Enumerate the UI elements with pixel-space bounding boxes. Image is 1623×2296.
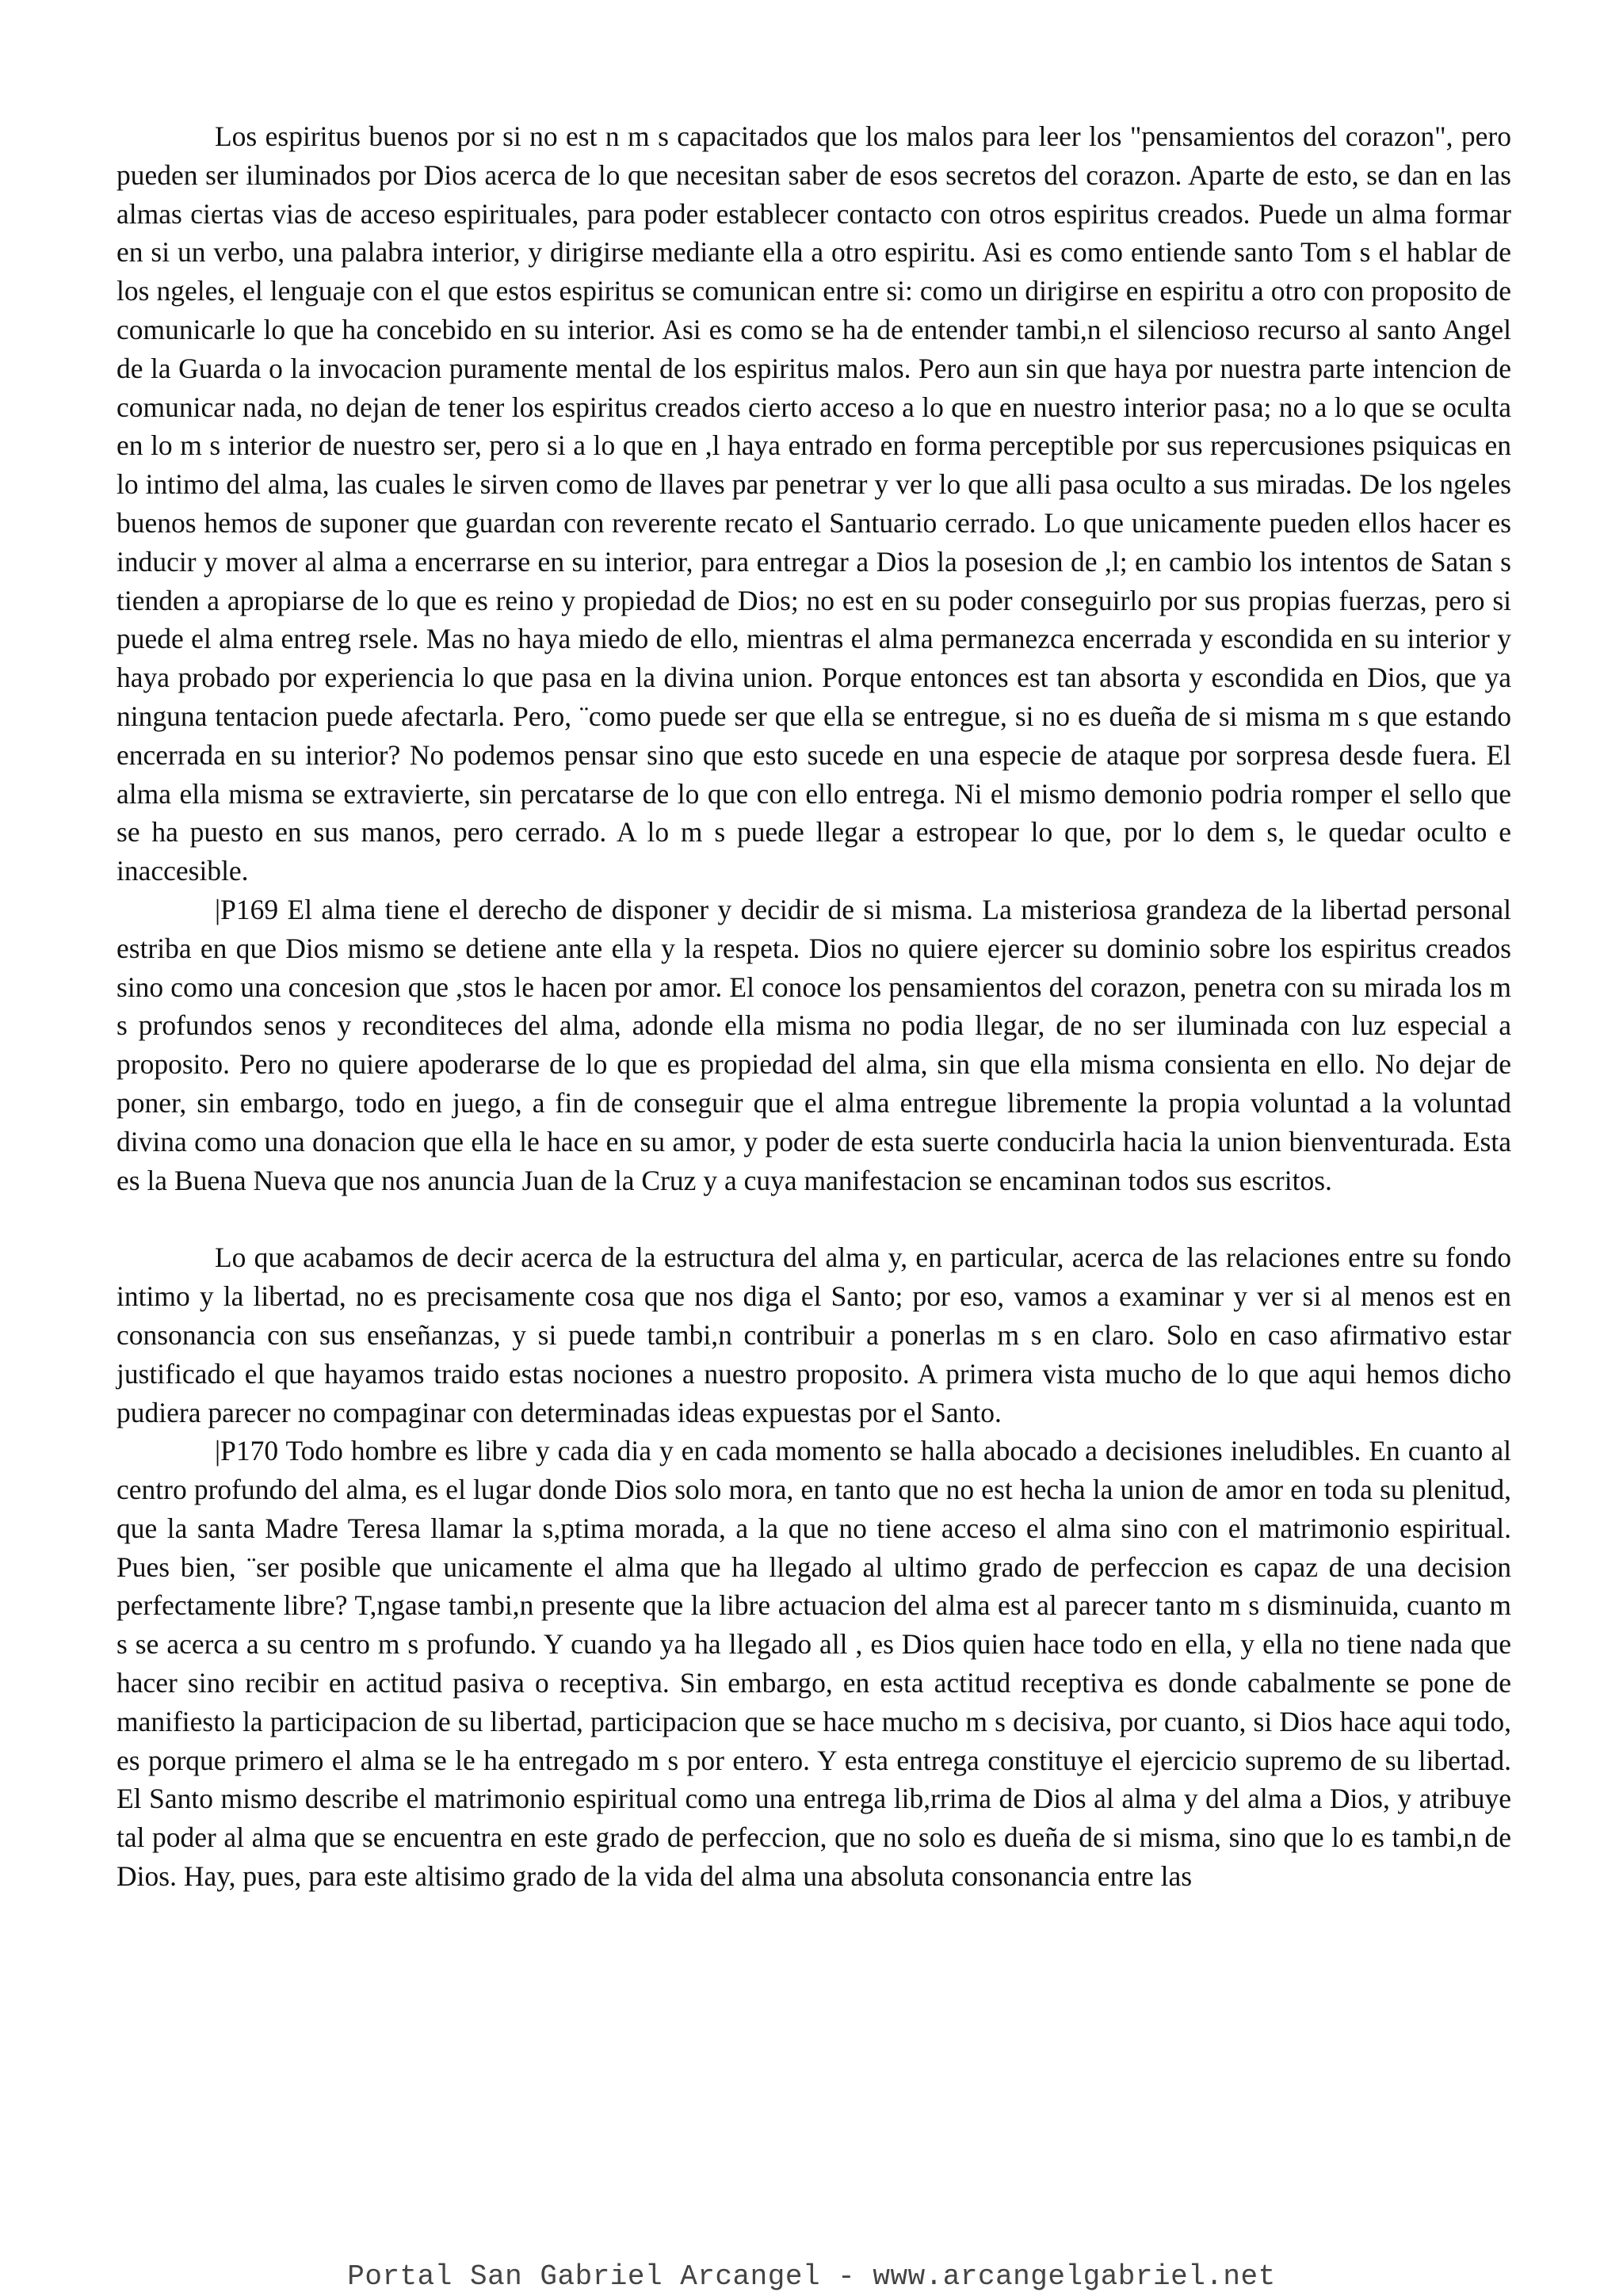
page-footer: Portal San Gabriel Arcangel - www.arcangelgabriel.net (347, 2260, 1276, 2293)
paragraph-4: |P170 Todo hombre es libre y cada dia y en cada momento se halla abocado a decisiones ineludibles. En cuanto al centro profundo del alma, es el lugar donde Dios solo mora, en tanto que no est hecha la union de amor en toda su plenitud, que la santa Madre Teresa llamar la s,ptima morada, a la que no tiene acceso el alma sino con el matrimonio espiritual. Pues bien, ¨ser posible que unicamente el alma que ha llegado al ultimo grado de perfeccion es capaz de una decision perfectamente libre? T,ngase tambi,n presente que la libre actuacion del alma est al parecer tanto m s disminuida, cuanto m s se acerca a su centro m s profundo. Y cuando ya ha llegado all , es Dios quien hace todo en ella, y ella no tiene nada que hacer sino recibir en actitud pasiva o receptiva. Sin embargo, en esta actitud receptiva es donde cabalmente se pone de manifiesto la participacion de su libertad, participacion que se hace mucho m s decisiva, por cuanto, si Dios hace aqui todo, es porque primero el alma se le ha entregado m s por entero. Y esta entrega constituye el ejercicio supremo de su libertad. El Santo mismo describe el matrimonio espiritual como una entrega lib,rrima de Dios al alma y del alma a Dios, y atribuye tal poder al alma que se encuentra en este grado de perfeccion, que no solo es dueña de si misma, sino que lo es tambi,n de Dios. Hay, pues, para este altisimo grado de la vida del alma una absoluta consonancia entre las (116, 1435, 1511, 1893)
paragraph-3: Lo que acabamos de decir acerca de la estructura del alma y, en particular, acerca de las relaciones entre su fondo intimo y la libertad, no es precisamente cosa que nos diga el Santo; por eso, vamos a examinar y ver si al menos est en consonancia con sus enseñanzas, y si puede tambi,n contribuir a ponerlas m s en claro. Solo en caso afirmativo estar justificado el que hayamos traido estas nociones a nuestro proposito. A primera vista mucho de lo que aqui hemos dicho pudiera parecer no compaginar con determinadas ideas expuestas por el Santo. (116, 1241, 1511, 1428)
paragraph-1: Los espiritus buenos por si no est n m s capacitados que los malos para leer los "pensamientos del corazon", pero pueden ser iluminados por Dios acerca de lo que necesitan saber de esos secretos del corazon. Aparte de esto, se dan en las almas ciertas vias de acceso espirituales, para poder establecer contacto con otros espiritus creados. Puede un alma formar en si un verbo, una palabra interior, y dirigirse mediante ella a otro espiritu. Asi es como entiende santo Tom s el hablar de los ngeles, el lenguaje con el que estos espiritus se comunican entre si: como un dirigirse en espiritu a otro con proposito de comunicarle lo que ha concebido en su interior. Asi es como se ha de entender tambi,n el silencioso recurso al santo Angel de la Guarda o la invocacion puramente mental de los espiritus malos. Pero aun sin que haya por nuestra parte intencion de comunicar nada, no dejan de tener los espiritus creados cierto acceso a lo que en nuestro interior pasa; no a lo que se oculta en lo m s interior de nuestro ser, pero si a lo que en ,l haya entrado en forma perceptible por sus repercusiones psiquicas en lo intimo del alma, las cuales le sirven como de llaves par penetrar y ver lo que alli pasa oculto a sus miradas. De los ngeles buenos hemos de suponer que guardan con reverente recato el Santuario cerrado. Lo que unicamente pueden ellos hacer es inducir y mover al alma a encerrarse en su interior, para entregar a Dios la posesion de ,l; en cambio los intentos de Satan s tienden a apropiarse de lo que es reino y propiedad de Dios; no est en su poder conseguirlo por sus propias fuerzas, pero si puede el alma entreg rsele. Mas no haya miedo de ello, mientras el alma permanezca encerrada y escondida en su interior y haya probado por experiencia lo que pasa en la divina union. Porque entonces est tan absorta y escondida en Dios, que ya ninguna tentacion puede afectarla. Pero, ¨como puede ser que ella se entregue, si no es dueña de si misma m s que estando encerrada en su interior? No podemos pensar sino que esto sucede en una especie de ataque por sorpresa desde fuera. El alma ella misma se extravierte, sin percatarse de lo que con ello entrega. Ni el mismo demonio podria romper el sello que se ha puesto en sus manos, pero cerrado. A lo m s puede llegar a estropear lo que, por lo dem s, le quedar oculto e inaccesible. (116, 120, 1511, 887)
document-body (116, 117, 1511, 1896)
paragraph-2: |P169 El alma tiene el derecho de disponer y decidir de si misma. La misteriosa grandeza de la libertad personal estriba en que Dios mismo se detiene ante ella y la respeta. Dios no quiere ejercer su dominio sobre los espiritus creados sino como una concesion que ,stos le hacen por amor. El conoce los pensamientos del corazon, penetra con su mirada los m s profundos senos y reconditeces del alma, adonde ella misma no podia llegar, de no ser iluminada con luz especial a proposito. Pero no quiere apoderarse de lo que es propiedad del alma, sin que ella misma consienta en ello. No dejar de poner, sin embargo, todo en juego, a fin de conseguir que el alma entregue libremente la propia voluntad a la voluntad divina como una donacion que ella le hace en su amor, y poder de esta suerte conducirla hacia la union bienventurada. Esta es la Buena Nueva que nos anuncia Juan de la Cruz y a cuya manifestacion se encaminan todos sus escritos. (116, 893, 1511, 1196)
